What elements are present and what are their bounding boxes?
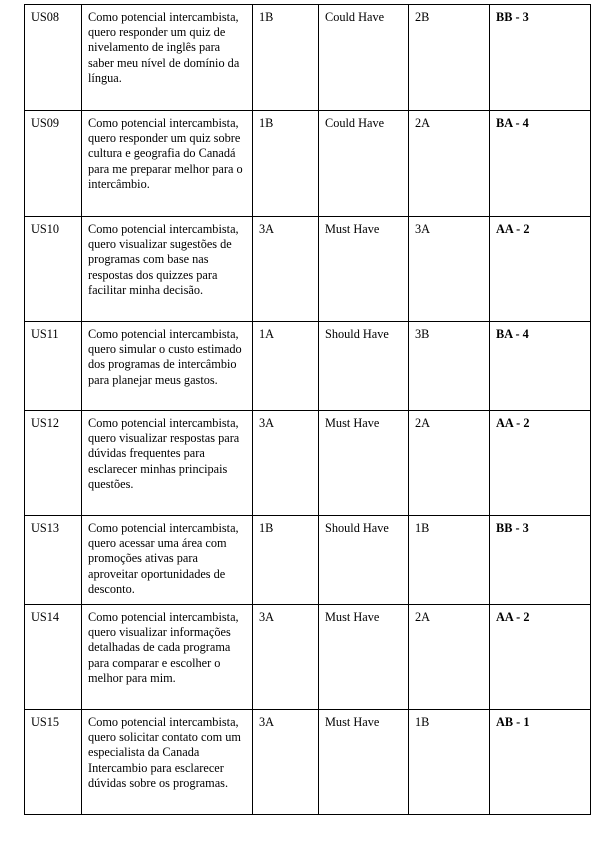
story-effort-cell: 3A (409, 217, 490, 322)
story-description-cell: Como potencial intercambista, quero responder um quiz de nivelamento de inglês para saber meu nível de domínio da língua. (82, 5, 253, 111)
story-score-cell: BB - 3 (490, 516, 591, 605)
story-score-cell: BA - 4 (490, 322, 591, 411)
story-value-cell: 3A (253, 411, 319, 516)
story-id-cell: US09 (25, 111, 82, 217)
story-effort-cell: 1B (409, 516, 490, 605)
story-score-cell: BB - 3 (490, 5, 591, 111)
table-row (25, 217, 591, 322)
story-priority-cell: Must Have (319, 710, 409, 815)
story-effort-cell: 2A (409, 411, 490, 516)
story-value-cell: 1A (253, 322, 319, 411)
story-effort-cell: 2B (409, 5, 490, 111)
story-id-cell: US08 (25, 5, 82, 111)
story-priority-cell: Should Have (319, 516, 409, 605)
story-effort-cell: 2A (409, 605, 490, 710)
story-value-cell: 3A (253, 217, 319, 322)
story-priority-cell: Could Have (319, 111, 409, 217)
story-priority-cell: Must Have (319, 605, 409, 710)
story-score-cell: AA - 2 (490, 217, 591, 322)
story-score-cell: AA - 2 (490, 411, 591, 516)
story-id-cell: US12 (25, 411, 82, 516)
story-value-cell: 3A (253, 605, 319, 710)
story-id-cell: US13 (25, 516, 82, 605)
table-row (25, 5, 591, 111)
story-priority-cell: Should Have (319, 322, 409, 411)
story-description-cell: Como potencial intercambista, quero simular o custo estimado dos programas de intercâmbio para planejar meus gastos. (82, 322, 253, 411)
story-description-cell: Como potencial intercambista, quero acessar uma área com promoções ativas para aproveitar oportunidades de desconto. (82, 516, 253, 605)
user-stories-table (24, 4, 591, 815)
story-value-cell: 1B (253, 5, 319, 111)
story-effort-cell: 2A (409, 111, 490, 217)
story-id-cell: US14 (25, 605, 82, 710)
table-row (25, 111, 591, 217)
story-value-cell: 1B (253, 516, 319, 605)
story-id-cell: US15 (25, 710, 82, 815)
story-description-cell: Como potencial intercambista, quero visualizar sugestões de programas com base nas respostas dos quizzes para facilitar minha decisão. (82, 217, 253, 322)
story-priority-cell: Could Have (319, 5, 409, 111)
table-row (25, 605, 591, 710)
story-score-cell: AA - 2 (490, 605, 591, 710)
story-description-cell: Como potencial intercambista, quero responder um quiz sobre cultura e geografia do Canadá para me preparar melhor para o intercâmbio. (82, 111, 253, 217)
story-score-cell: BA - 4 (490, 111, 591, 217)
story-score-cell: AB - 1 (490, 710, 591, 815)
story-effort-cell: 3B (409, 322, 490, 411)
story-description-cell: Como potencial intercambista, quero visualizar informações detalhadas de cada programa para comparar e escolher o melhor para mim. (82, 605, 253, 710)
table-row (25, 516, 591, 605)
story-description-cell: Como potencial intercambista, quero solicitar contato com um especialista da Canada Intercambio para esclarecer dúvidas sobre os programas. (82, 710, 253, 815)
story-id-cell: US10 (25, 217, 82, 322)
table-row (25, 411, 591, 516)
story-description-cell: Como potencial intercambista, quero visualizar respostas para dúvidas frequentes para esclarecer minhas principais questões. (82, 411, 253, 516)
story-effort-cell: 1B (409, 710, 490, 815)
table-row (25, 322, 591, 411)
story-id-cell: US11 (25, 322, 82, 411)
story-value-cell: 3A (253, 710, 319, 815)
story-priority-cell: Must Have (319, 217, 409, 322)
table-row (25, 710, 591, 815)
story-value-cell: 1B (253, 111, 319, 217)
story-priority-cell: Must Have (319, 411, 409, 516)
